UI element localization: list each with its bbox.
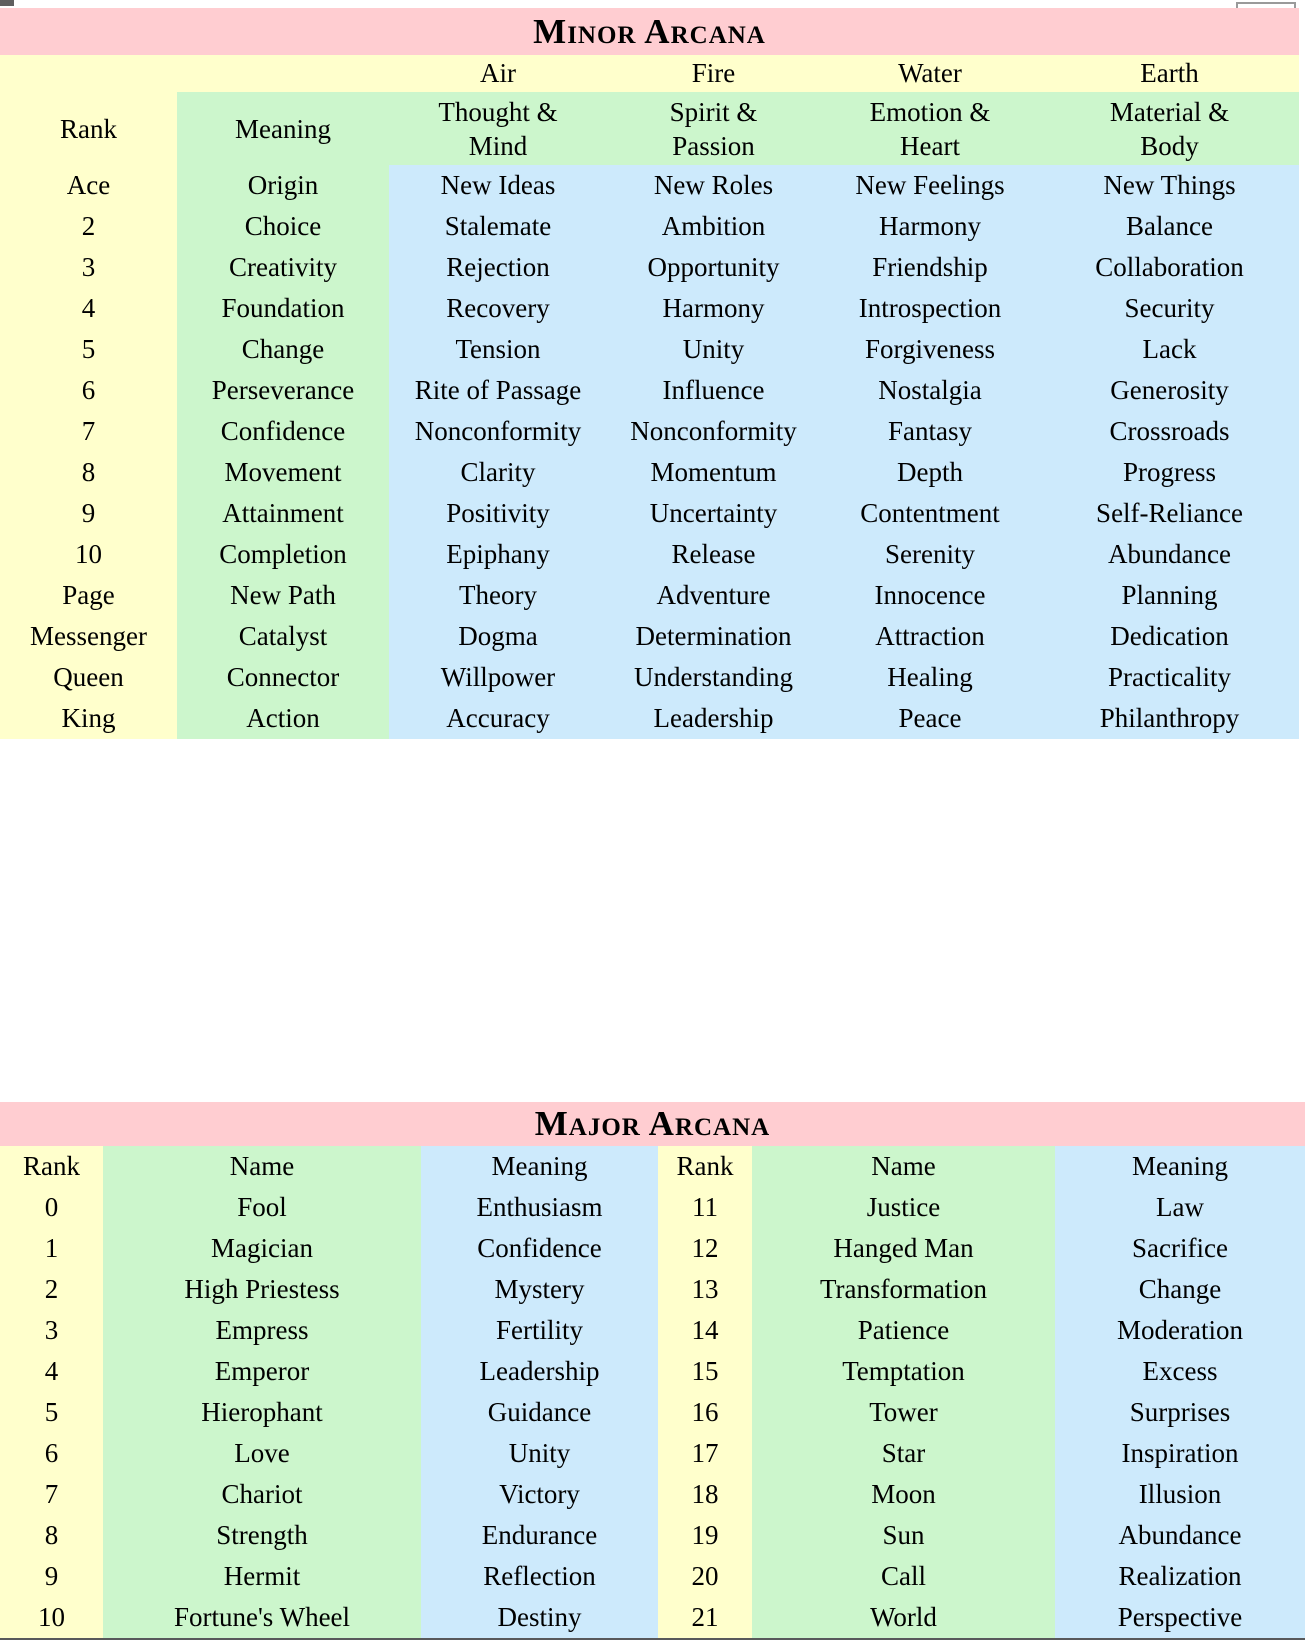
minor-air-cell[interactable]: Rite of Passage [389,370,607,411]
major-meaning-cell[interactable]: Sacrifice [1055,1228,1305,1269]
major-rank-cell[interactable]: 15 [658,1351,752,1392]
major-arcana-title[interactable]: Major Arcana [0,1102,1305,1146]
major-meaning-cell[interactable]: Fertility [421,1310,658,1351]
minor-air-cell[interactable]: New Ideas [389,165,607,206]
table-row [0,1474,1305,1515]
minor-earth-cell[interactable]: Abundance [1040,534,1299,575]
major-header-row [0,1146,1305,1187]
major-name-cell[interactable]: Patience [752,1310,1055,1351]
suit-header-earth[interactable]: Earth [1040,55,1299,92]
minor-earth-cell[interactable]: Self-Reliance [1040,493,1299,534]
table-row [0,698,1299,739]
minor-fire-cell[interactable]: Nonconformity [607,411,820,452]
minor-rank-cell[interactable]: 4 [0,288,177,329]
table-row [0,288,1299,329]
table-row [0,1269,1305,1310]
minor-earth-cell[interactable]: Practicality [1040,657,1299,698]
fire-domain-line2: Passion [672,130,755,161]
major-rank-cell[interactable]: 10 [0,1597,103,1639]
major-rank-cell[interactable]: 17 [658,1433,752,1474]
major-meaning-cell[interactable]: Illusion [1055,1474,1305,1515]
minor-earth-cell[interactable]: New Things [1040,165,1299,206]
major-meaning-cell[interactable]: Reflection [421,1556,658,1597]
major-name-cell[interactable]: Fool [103,1187,421,1228]
minor-water-cell[interactable]: Peace [820,698,1040,739]
major-meaning-header-right[interactable]: Meaning [1055,1146,1305,1187]
major-title-row [0,1102,1305,1146]
empty-cell[interactable] [0,55,177,92]
table-row [0,1515,1305,1556]
table-row [0,206,1299,247]
table-row [0,616,1299,657]
table-row [0,1556,1305,1597]
minor-water-cell[interactable]: Depth [820,452,1040,493]
table-row [0,1228,1305,1269]
major-meaning-cell[interactable]: Enthusiasm [421,1187,658,1228]
major-name-cell[interactable]: World [752,1597,1055,1639]
table-row [0,329,1299,370]
major-name-cell[interactable]: Strength [103,1515,421,1556]
minor-meaning-cell[interactable]: Confidence [177,411,389,452]
table-row [0,1392,1305,1433]
major-name-cell[interactable]: Emperor [103,1351,421,1392]
minor-meaning-cell[interactable]: Movement [177,452,389,493]
minor-element-row [0,55,1299,92]
major-name-cell[interactable]: Fortune's Wheel [103,1597,421,1639]
minor-meaning-cell[interactable]: Action [177,698,389,739]
major-rank-cell[interactable]: 12 [658,1228,752,1269]
major-rank-cell[interactable]: 11 [658,1187,752,1228]
earth-domain-header[interactable] [1040,92,1299,165]
major-meaning-cell[interactable]: Endurance [421,1515,658,1556]
minor-earth-cell[interactable]: Generosity [1040,370,1299,411]
major-name-cell[interactable]: Tower [752,1392,1055,1433]
table-row [0,247,1299,288]
table-row [0,165,1299,206]
minor-rank-cell[interactable]: 6 [0,370,177,411]
minor-water-cell[interactable]: Healing [820,657,1040,698]
water-domain-header[interactable] [820,92,1040,165]
table-row [0,1433,1305,1474]
minor-meaning-cell[interactable]: Attainment [177,493,389,534]
minor-earth-cell[interactable]: Security [1040,288,1299,329]
minor-water-cell[interactable]: Forgiveness [820,329,1040,370]
suit-header-air[interactable]: Air [389,55,607,92]
minor-title-row [0,8,1299,55]
minor-air-cell[interactable]: Positivity [389,493,607,534]
major-name-header-right[interactable]: Name [752,1146,1055,1187]
minor-water-cell[interactable]: Nostalgia [820,370,1040,411]
minor-fire-cell[interactable]: Release [607,534,820,575]
table-row [0,575,1299,616]
major-meaning-cell[interactable]: Surprises [1055,1392,1305,1433]
meaning-column-header[interactable]: Meaning [177,92,389,165]
major-meaning-cell[interactable]: Realization [1055,1556,1305,1597]
minor-water-cell[interactable]: Innocence [820,575,1040,616]
minor-rank-cell[interactable]: Page [0,575,177,616]
major-rank-cell[interactable]: 2 [0,1269,103,1310]
rank-column-header[interactable]: Rank [0,92,177,165]
table-row [0,534,1299,575]
major-rank-cell[interactable]: 3 [0,1310,103,1351]
major-rank-cell[interactable]: 6 [0,1433,103,1474]
minor-earth-cell[interactable]: Crossroads [1040,411,1299,452]
major-rank-header-right[interactable]: Rank [658,1146,752,1187]
earth-domain-line2: Body [1140,130,1199,161]
minor-fire-cell[interactable]: Unity [607,329,820,370]
fire-domain-line1: Spirit & [669,96,758,127]
air-domain-line2: Mind [468,130,528,161]
major-name-cell[interactable]: Star [752,1433,1055,1474]
minor-water-cell[interactable]: Introspection [820,288,1040,329]
major-meaning-cell[interactable]: Law [1055,1187,1305,1228]
minor-fire-cell[interactable]: Uncertainty [607,493,820,534]
minor-air-cell[interactable]: Recovery [389,288,607,329]
major-name-cell[interactable]: Temptation [752,1351,1055,1392]
table-row [0,493,1299,534]
minor-air-cell[interactable]: Accuracy [389,698,607,739]
minor-header-row [0,92,1299,165]
minor-fire-cell[interactable]: Harmony [607,288,820,329]
minor-rank-cell[interactable]: 8 [0,452,177,493]
major-rank-cell[interactable]: 7 [0,1474,103,1515]
air-domain-line1: Thought & [438,96,558,127]
suit-header-water[interactable]: Water [820,55,1040,92]
major-name-cell[interactable]: Hierophant [103,1392,421,1433]
major-name-cell[interactable]: Moon [752,1474,1055,1515]
major-name-cell[interactable]: Justice [752,1187,1055,1228]
scrollbar-fragment-left[interactable] [0,0,14,6]
major-rank-cell[interactable]: 5 [0,1392,103,1433]
minor-earth-cell[interactable]: Lack [1040,329,1299,370]
table-row [0,657,1299,698]
minor-fire-cell[interactable]: Momentum [607,452,820,493]
major-name-cell[interactable]: Magician [103,1228,421,1269]
major-table-body [0,1187,1305,1639]
major-meaning-cell[interactable]: Destiny [421,1597,658,1639]
minor-rank-cell[interactable]: 2 [0,206,177,247]
minor-air-cell[interactable]: Tension [389,329,607,370]
major-rank-cell[interactable]: 20 [658,1556,752,1597]
major-name-cell[interactable]: Hanged Man [752,1228,1055,1269]
minor-fire-cell[interactable]: Understanding [607,657,820,698]
minor-arcana-title[interactable]: Minor Arcana [0,8,1299,55]
major-rank-cell[interactable]: 21 [658,1597,752,1639]
table-row [0,1187,1305,1228]
minor-meaning-cell[interactable]: New Path [177,575,389,616]
fire-domain-header[interactable] [607,92,820,165]
major-rank-cell[interactable]: 16 [658,1392,752,1433]
minor-fire-cell[interactable]: Ambition [607,206,820,247]
major-meaning-cell[interactable]: Unity [421,1433,658,1474]
minor-water-cell[interactable]: Fantasy [820,411,1040,452]
minor-fire-cell[interactable]: New Roles [607,165,820,206]
minor-fire-cell[interactable]: Adventure [607,575,820,616]
table-row [0,370,1299,411]
major-rank-cell[interactable]: 8 [0,1515,103,1556]
major-name-cell[interactable]: Love [103,1433,421,1474]
minor-rank-cell[interactable]: 7 [0,411,177,452]
major-meaning-cell[interactable]: Victory [421,1474,658,1515]
minor-table-body [0,165,1299,739]
major-meaning-cell[interactable]: Moderation [1055,1310,1305,1351]
major-rank-cell[interactable]: 18 [658,1474,752,1515]
minor-meaning-cell[interactable]: Foundation [177,288,389,329]
major-meaning-cell[interactable]: Abundance [1055,1515,1305,1556]
major-name-cell[interactable]: High Priestess [103,1269,421,1310]
table-row [0,1351,1305,1392]
minor-meaning-cell[interactable]: Connector [177,657,389,698]
minor-rank-cell[interactable]: 9 [0,493,177,534]
major-meaning-cell[interactable]: Inspiration [1055,1433,1305,1474]
major-rank-cell[interactable]: 4 [0,1351,103,1392]
minor-earth-cell[interactable]: Collaboration [1040,247,1299,288]
major-rank-cell[interactable]: 14 [658,1310,752,1351]
minor-air-cell[interactable]: Nonconformity [389,411,607,452]
water-domain-line1: Emotion & [869,96,991,127]
major-name-header-left[interactable]: Name [103,1146,421,1187]
minor-air-cell[interactable]: Rejection [389,247,607,288]
minor-air-cell[interactable]: Epiphany [389,534,607,575]
minor-rank-cell[interactable]: Ace [0,165,177,206]
minor-meaning-cell[interactable]: Change [177,329,389,370]
major-name-cell[interactable]: Sun [752,1515,1055,1556]
minor-meaning-cell[interactable]: Completion [177,534,389,575]
minor-air-cell[interactable]: Dogma [389,616,607,657]
major-rank-cell[interactable]: 1 [0,1228,103,1269]
minor-air-cell[interactable]: Willpower [389,657,607,698]
earth-domain-line1: Material & [1109,96,1230,127]
major-name-cell[interactable]: Empress [103,1310,421,1351]
minor-rank-cell[interactable]: 5 [0,329,177,370]
table-row [0,411,1299,452]
minor-meaning-cell[interactable]: Creativity [177,247,389,288]
minor-arcana-table [0,8,1299,739]
minor-earth-cell[interactable]: Planning [1040,575,1299,616]
empty-cell[interactable] [177,55,389,92]
minor-meaning-cell[interactable]: Origin [177,165,389,206]
major-meaning-cell[interactable]: Guidance [421,1392,658,1433]
minor-earth-cell[interactable]: Balance [1040,206,1299,247]
minor-earth-cell[interactable]: Philanthropy [1040,698,1299,739]
major-meaning-header-left[interactable]: Meaning [421,1146,658,1187]
major-rank-cell[interactable]: 13 [658,1269,752,1310]
minor-rank-cell[interactable]: Queen [0,657,177,698]
minor-fire-cell[interactable]: Influence [607,370,820,411]
major-meaning-cell[interactable]: Mystery [421,1269,658,1310]
table-row [0,452,1299,493]
minor-water-cell[interactable]: Contentment [820,493,1040,534]
water-domain-line2: Heart [900,130,960,161]
major-meaning-cell[interactable]: Excess [1055,1351,1305,1392]
table-row [0,1597,1305,1639]
major-rank-cell[interactable]: 9 [0,1556,103,1597]
minor-water-cell[interactable]: Friendship [820,247,1040,288]
major-meaning-cell[interactable]: Perspective [1055,1597,1305,1639]
major-meaning-cell[interactable]: Confidence [421,1228,658,1269]
minor-fire-cell[interactable]: Leadership [607,698,820,739]
major-name-cell[interactable]: Call [752,1556,1055,1597]
minor-water-cell[interactable]: Serenity [820,534,1040,575]
minor-meaning-cell[interactable]: Choice [177,206,389,247]
minor-fire-cell[interactable]: Determination [607,616,820,657]
major-meaning-cell[interactable]: Change [1055,1269,1305,1310]
suit-header-fire[interactable]: Fire [607,55,820,92]
minor-meaning-cell[interactable]: Perseverance [177,370,389,411]
major-rank-cell[interactable]: 0 [0,1187,103,1228]
table-row [0,1310,1305,1351]
major-name-cell[interactable]: Chariot [103,1474,421,1515]
minor-air-cell[interactable]: Clarity [389,452,607,493]
minor-rank-cell[interactable]: Messenger [0,616,177,657]
major-rank-header-left[interactable]: Rank [0,1146,103,1187]
minor-air-cell[interactable]: Stalemate [389,206,607,247]
minor-meaning-cell[interactable]: Catalyst [177,616,389,657]
minor-air-cell[interactable]: Theory [389,575,607,616]
minor-water-cell[interactable]: Harmony [820,206,1040,247]
major-name-cell[interactable]: Hermit [103,1556,421,1597]
minor-rank-cell[interactable]: 3 [0,247,177,288]
top-scroll-strip [0,0,1305,8]
minor-earth-cell[interactable]: Dedication [1040,616,1299,657]
major-arcana-table [0,1102,1305,1640]
minor-water-cell[interactable]: New Feelings [820,165,1040,206]
major-name-cell[interactable]: Transformation [752,1269,1055,1310]
air-domain-header[interactable] [389,92,607,165]
minor-fire-cell[interactable]: Opportunity [607,247,820,288]
major-rank-cell[interactable]: 19 [658,1515,752,1556]
minor-rank-cell[interactable]: 10 [0,534,177,575]
minor-rank-cell[interactable]: King [0,698,177,739]
minor-earth-cell[interactable]: Progress [1040,452,1299,493]
minor-water-cell[interactable]: Attraction [820,616,1040,657]
major-meaning-cell[interactable]: Leadership [421,1351,658,1392]
